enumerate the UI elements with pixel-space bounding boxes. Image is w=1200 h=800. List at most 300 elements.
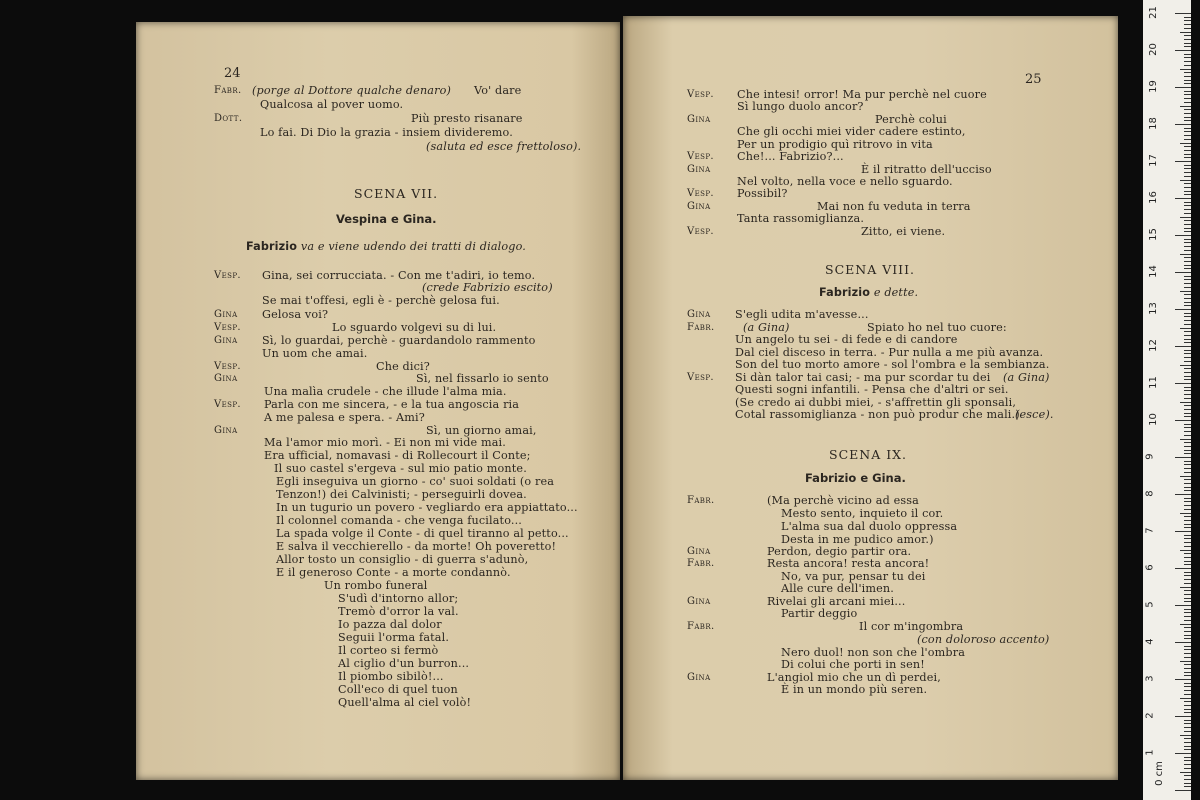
ruler-tick	[1184, 154, 1191, 155]
ruler-tick	[1184, 146, 1191, 147]
dialogue-line: Perdon, degio partir ora.	[767, 545, 912, 558]
ruler-tick	[1184, 398, 1191, 399]
dialogue-line: Seguii l'orma fatal.	[338, 631, 450, 644]
ruler-number: 19	[1147, 80, 1159, 93]
ruler-number: 16	[1147, 191, 1159, 204]
ruler-tick	[1184, 83, 1191, 84]
ruler-tick	[1184, 279, 1191, 280]
ruler-tick	[1184, 472, 1191, 473]
ruler-tick	[1184, 701, 1191, 702]
ruler-number: 17	[1147, 154, 1159, 167]
speaker-label: Gina	[214, 309, 238, 320]
ruler-tick	[1184, 505, 1191, 506]
ruler-tick	[1184, 609, 1191, 610]
dialogue-line: Cotal rassomiglianza - non può produr che mali.)	[735, 408, 1020, 421]
ruler-tick	[1180, 291, 1191, 292]
ruler-tick	[1175, 309, 1191, 310]
ruler-number: 11	[1147, 376, 1159, 389]
scene-characters: Vespina e Gina.	[336, 212, 437, 226]
ruler-tick	[1184, 261, 1191, 262]
speaker-label: Vesp.	[687, 89, 715, 100]
ruler-tick	[1184, 601, 1191, 602]
ruler-tick	[1184, 760, 1191, 761]
ruler-tick	[1184, 287, 1191, 288]
right-page	[623, 16, 1118, 780]
ruler-tick	[1175, 124, 1191, 125]
ruler-tick	[1184, 783, 1191, 784]
dialogue-line: Vo' dare	[474, 84, 522, 97]
dialogue-line: Un angelo tu sei - di fede e di candore	[735, 333, 958, 346]
ruler-tick	[1184, 564, 1191, 565]
ruler-tick	[1184, 490, 1191, 491]
ruler-tick	[1184, 664, 1191, 665]
dialogue-line: Sì, lo guardai, perchè - guardandolo rammento	[262, 334, 536, 347]
ruler-tick	[1184, 209, 1191, 210]
speaker-label: Gina	[214, 373, 238, 384]
ruler-number: 20	[1147, 43, 1159, 56]
ruler-tick	[1184, 631, 1191, 632]
ruler-tick	[1184, 268, 1191, 269]
dialogue-line: Tanta rassomiglianza.	[737, 212, 865, 225]
ruler-number: 12	[1147, 339, 1159, 352]
ruler-tick	[1184, 768, 1191, 769]
ruler-tick	[1180, 254, 1191, 255]
ruler-tick	[1184, 775, 1191, 776]
speaker-label: Fabr.	[687, 558, 715, 569]
dialogue-line: Son del tuo morto amore - sol l'ombra e la sembianza.	[735, 358, 1050, 371]
ruler-number: 21	[1147, 6, 1159, 19]
ruler-tick	[1184, 487, 1191, 488]
ruler-tick	[1184, 594, 1191, 595]
ruler-tick	[1180, 698, 1191, 699]
ruler-label: 0 cm	[1153, 761, 1165, 786]
ruler-tick	[1175, 346, 1191, 347]
speaker-label: Fabr.	[687, 495, 715, 506]
dialogue-line: Dal ciel disceso in terra. - Pur nulla a me più avanza.	[735, 346, 1044, 359]
dialogue-line: S'egli udita m'avesse...	[735, 308, 869, 321]
ruler-tick	[1184, 350, 1191, 351]
ruler-tick	[1184, 113, 1191, 114]
dialogue-line: Che intesi! orror! Ma pur perchè nel cuore	[737, 88, 987, 101]
dialogue-line: Che!... Fabrizio?...	[737, 150, 844, 163]
ruler-tick	[1184, 712, 1191, 713]
ruler-tick	[1184, 205, 1191, 206]
ruler-tick	[1184, 501, 1191, 502]
ruler-tick	[1184, 20, 1191, 21]
dialogue-line: Lo sguardo volgevi su di lui.	[332, 321, 497, 334]
ruler-tick	[1180, 32, 1191, 33]
dialogue-line: Un uom che amai.	[262, 347, 368, 360]
dialogue-line: La spada volge il Conte - di quel tiranno al petto...	[276, 527, 569, 540]
ruler-tick	[1184, 28, 1191, 29]
ruler-tick	[1184, 43, 1191, 44]
ruler-tick	[1175, 716, 1191, 717]
dialogue-line: Il suo castel s'ergeva - sul mio patio monte.	[274, 462, 527, 475]
ruler-tick	[1184, 387, 1191, 388]
dialogue-line: (Ma perchè vicino ad essa	[767, 494, 919, 507]
ruler-tick	[1184, 80, 1191, 81]
dialogue-line: (Se credo ai dubbi miei, - s'affrettin gli sponsali,	[735, 396, 1017, 409]
ruler-tick	[1184, 427, 1191, 428]
ruler-tick	[1184, 165, 1191, 166]
ruler-tick	[1184, 520, 1191, 521]
ruler-tick	[1184, 413, 1191, 414]
ruler-tick	[1184, 224, 1191, 225]
ruler-tick	[1184, 561, 1191, 562]
ruler-tick	[1175, 235, 1191, 236]
ruler-tick	[1184, 46, 1191, 47]
ruler-tick	[1184, 468, 1191, 469]
dialogue-line: (a Gina)	[1003, 371, 1050, 384]
ruler-tick	[1184, 72, 1191, 73]
speaker-label: Vesp.	[687, 226, 715, 237]
page-number: 24	[224, 66, 241, 81]
ruler-tick	[1175, 457, 1191, 458]
ruler-tick	[1180, 476, 1191, 477]
ruler-tick	[1184, 183, 1191, 184]
ruler-tick	[1184, 176, 1191, 177]
ruler-tick	[1184, 579, 1191, 580]
scene-heading: SCENA VII.	[354, 186, 439, 201]
speaker-label: Gina	[687, 596, 711, 607]
ruler-tick	[1180, 772, 1191, 773]
ruler-number: 3	[1144, 675, 1156, 682]
dialogue-line: Alle cure dell'imen.	[781, 582, 894, 595]
ruler-tick	[1175, 753, 1191, 754]
ruler-tick	[1184, 638, 1191, 639]
ruler-tick	[1184, 690, 1191, 691]
page-number: 25	[1025, 72, 1042, 87]
ruler-tick	[1184, 265, 1191, 266]
dialogue-line: Io pazza dal dolor	[338, 618, 442, 631]
ruler-tick	[1184, 450, 1191, 451]
ruler-tick	[1184, 246, 1191, 247]
ruler-tick	[1175, 790, 1191, 791]
ruler-tick	[1180, 587, 1191, 588]
dialogue-line: Qualcosa al pover uomo.	[260, 98, 404, 111]
ruler-tick	[1184, 102, 1191, 103]
ruler-tick	[1184, 76, 1191, 77]
ruler-tick	[1184, 65, 1191, 66]
ruler-tick	[1184, 117, 1191, 118]
dialogue-line: Gelosa voi?	[262, 308, 329, 321]
dialogue-line: Possibil?	[737, 187, 788, 200]
ruler-tick	[1184, 339, 1191, 340]
ruler-tick	[1184, 746, 1191, 747]
ruler-tick	[1184, 324, 1191, 325]
dialogue-line: Coll'eco di quel tuon	[338, 683, 458, 696]
ruler-tick	[1184, 635, 1191, 636]
ruler-tick	[1184, 461, 1191, 462]
ruler-tick	[1184, 128, 1191, 129]
dialogue-line: (a Gina)	[743, 321, 790, 334]
dialogue-line: (saluta ed esce frettoloso).	[426, 140, 582, 153]
ruler-number: 13	[1147, 302, 1159, 315]
ruler-tick	[1175, 383, 1191, 384]
ruler-tick	[1180, 513, 1191, 514]
speaker-label: Gina	[687, 672, 711, 683]
ruler-tick	[1184, 516, 1191, 517]
ruler-tick	[1184, 479, 1191, 480]
dialogue-line: L'alma sua dal duolo oppressa	[781, 520, 958, 533]
ruler-tick	[1184, 120, 1191, 121]
dialogue-line: Il piombo sibilò!...	[338, 670, 444, 683]
ruler-tick	[1184, 220, 1191, 221]
ruler-tick	[1180, 328, 1191, 329]
ruler-tick	[1175, 494, 1191, 495]
ruler-number: 8	[1144, 490, 1156, 497]
ruler-tick	[1184, 553, 1191, 554]
ruler-tick	[1175, 13, 1191, 14]
speaker-label: Vesp.	[687, 188, 715, 199]
dialogue-line: Il corteo si fermò	[338, 644, 439, 657]
dialogue-line: Mesto sento, inquieto il cor.	[781, 507, 944, 520]
ruler-tick	[1184, 620, 1191, 621]
ruler-tick	[1184, 24, 1191, 25]
ruler-tick	[1184, 764, 1191, 765]
ruler-tick	[1184, 598, 1191, 599]
ruler-tick	[1175, 531, 1191, 532]
speaker-label: Gina	[687, 309, 711, 320]
speaker-label: Dott.	[214, 113, 243, 124]
ruler-number: 14	[1147, 265, 1159, 278]
stage-direction	[246, 240, 526, 253]
ruler-tick	[1184, 649, 1191, 650]
ruler-tick	[1175, 420, 1191, 421]
ruler-tick	[1184, 527, 1191, 528]
dialogue-line: Nel volto, nella voce e nello sguardo.	[737, 175, 953, 188]
ruler-tick	[1184, 590, 1191, 591]
dialogue-line: Spiato ho nel tuo cuore:	[867, 321, 1007, 334]
ruler-tick	[1184, 683, 1191, 684]
speaker-label: Gina	[214, 335, 238, 346]
dialogue-line: Rivelai gli arcani miei...	[767, 595, 906, 608]
left-page	[136, 22, 620, 780]
ruler-tick	[1184, 464, 1191, 465]
ruler-tick	[1180, 661, 1191, 662]
dialogue-line: Mai non fu veduta in terra	[817, 200, 971, 213]
ruler-tick	[1184, 483, 1191, 484]
ruler-tick	[1184, 616, 1191, 617]
ruler-tick	[1184, 302, 1191, 303]
ruler-tick	[1184, 94, 1191, 95]
dialogue-line: Il cor m'ingombra	[859, 620, 964, 633]
ruler-tick	[1180, 365, 1191, 366]
speaker-label: Vesp.	[687, 372, 715, 383]
dialogue-line: In un tugurio un povero - vegliardo era appiattato...	[276, 501, 578, 514]
ruler-number: 15	[1147, 228, 1159, 241]
ruler-tick	[1180, 69, 1191, 70]
ruler-tick	[1184, 538, 1191, 539]
ruler-tick	[1184, 786, 1191, 787]
ruler-tick	[1180, 624, 1191, 625]
ruler-number: 6	[1144, 564, 1156, 571]
ruler-tick	[1184, 368, 1191, 369]
ruler-tick	[1184, 202, 1191, 203]
dialogue-line: Quell'alma al ciel volò!	[338, 696, 472, 709]
ruler-tick	[1184, 431, 1191, 432]
speaker-label: Gina	[687, 201, 711, 212]
ruler-tick	[1184, 720, 1191, 721]
speaker-label: Gina	[214, 425, 238, 436]
stage-direction-name: Fabrizio	[246, 240, 298, 253]
ruler-tick	[1184, 294, 1191, 295]
dialogue-line: Tremò d'orror la val.	[338, 605, 459, 618]
ruler-tick	[1184, 213, 1191, 214]
dialogue-line: Lo fai. Di Dio la grazia - insiem divideremo.	[260, 126, 513, 139]
ruler-tick	[1184, 572, 1191, 573]
speaker-label: Vesp.	[214, 322, 242, 333]
ruler-tick	[1184, 612, 1191, 613]
ruler-tick	[1184, 228, 1191, 229]
ruler-tick	[1184, 250, 1191, 251]
ruler-tick	[1184, 172, 1191, 173]
dialogue-line: A me palesa e spera. - Ami?	[264, 411, 425, 424]
ruler-tick	[1184, 335, 1191, 336]
dialogue-line: E salva il vecchierello - da morte! Oh poveretto!	[276, 540, 557, 553]
dialogue-line: Nero duol! non son che l'ombra	[781, 646, 966, 659]
ruler-tick	[1184, 583, 1191, 584]
stage-aside: (crede Fabrizio escito)	[422, 281, 553, 294]
dialogue-line: Perchè colui	[875, 113, 947, 126]
dialogue-line: Allor tosto un consiglio - di guerra s'adunò,	[276, 553, 529, 566]
ruler-tick	[1184, 672, 1191, 673]
ruler-tick	[1184, 498, 1191, 499]
ruler-tick	[1184, 405, 1191, 406]
ruler-tick	[1184, 191, 1191, 192]
dialogue-line: Partir deggio	[781, 607, 858, 620]
ruler-tick	[1184, 331, 1191, 332]
speaker-label: Fabr.	[687, 621, 715, 632]
ruler-tick	[1184, 316, 1191, 317]
ruler-number: 18	[1147, 117, 1159, 130]
speaker-label: Vesp.	[214, 270, 242, 281]
ruler-tick	[1184, 57, 1191, 58]
speaker-label: Vesp.	[214, 361, 242, 372]
ruler-tick	[1184, 313, 1191, 314]
dialogue-line: No, va pur, pensar tu dei	[781, 570, 926, 583]
ruler-tick	[1184, 453, 1191, 454]
ruler-tick	[1184, 187, 1191, 188]
character-name: Fabrizio	[819, 286, 871, 299]
ruler-tick	[1184, 509, 1191, 510]
ruler-tick	[1184, 131, 1191, 132]
ruler-tick	[1184, 779, 1191, 780]
ruler-tick	[1184, 675, 1191, 676]
ruler-tick	[1184, 557, 1191, 558]
ruler-tick	[1175, 605, 1191, 606]
ruler-tick	[1184, 379, 1191, 380]
ruler-tick	[1184, 61, 1191, 62]
ruler-tick	[1184, 320, 1191, 321]
scene-heading: SCENA VIII.	[825, 262, 916, 277]
ruler-tick	[1180, 217, 1191, 218]
ruler-tick	[1184, 157, 1191, 158]
dialogue-line: (porge al Dottore qualche denaro)	[252, 84, 452, 97]
dialogue-line: Un rombo funeral	[324, 579, 428, 592]
dialogue-line: Sì lungo duolo ancor?	[737, 100, 864, 113]
dialogue-line: Di colui che porti in sen!	[781, 658, 925, 671]
dialogue-line: Egli inseguiva un giorno - co' suoi soldati (o rea	[276, 475, 555, 488]
dialogue-line: Si dàn talor tai casi; - ma pur scordar tu dei	[735, 371, 991, 384]
ruler-number: 5	[1144, 601, 1156, 608]
ruler-tick	[1180, 550, 1191, 551]
ruler-tick	[1184, 35, 1191, 36]
ruler-tick	[1184, 194, 1191, 195]
speaker-label: Vesp.	[214, 399, 242, 410]
dialogue-line: (con doloroso accento)	[917, 633, 1050, 646]
dialogue-line: Ma l'amor mio morì. - Ei non mi vide mai.	[264, 436, 506, 449]
speaker-label: Gina	[687, 546, 711, 557]
ruler-tick	[1184, 668, 1191, 669]
ruler-tick	[1175, 161, 1191, 162]
character-rest: e dette.	[873, 286, 919, 299]
ruler-tick	[1180, 735, 1191, 736]
ruler-tick	[1184, 276, 1191, 277]
dialogue-line: Più presto risanare	[411, 112, 523, 125]
dialogue-line: Parla con me sincera, - e la tua angoscia ria	[264, 398, 520, 411]
dialogue-line: Desta in me pudico amor.)	[781, 533, 934, 546]
dialogue-line: Per un prodigio quì ritrovo in vita	[737, 138, 933, 151]
ruler-tick	[1184, 742, 1191, 743]
dialogue-line: Che gli occhi miei vider cadere estinto,	[737, 125, 966, 138]
dialogue-line: Una malìa crudele - che illude l'alma mia.	[264, 385, 507, 398]
ruler-tick	[1184, 546, 1191, 547]
ruler-tick	[1184, 168, 1191, 169]
ruler-tick	[1180, 402, 1191, 403]
ruler-tick	[1184, 357, 1191, 358]
ruler-tick	[1184, 694, 1191, 695]
dialogue-line: Resta ancora! resta ancora!	[767, 557, 930, 570]
ruler-number: 9	[1144, 453, 1156, 460]
ruler-tick	[1184, 390, 1191, 391]
ruler-tick	[1184, 727, 1191, 728]
dialogue-line: Era ufficial, nomavasi - di Rollecourt il Conte;	[264, 449, 531, 462]
dialogue-line: Sì, nel fissarlo io sento	[416, 372, 549, 385]
dialogue-line: Il colonnel comanda - che venga fucilato...	[276, 514, 523, 527]
ruler-tick	[1184, 231, 1191, 232]
ruler-tick	[1184, 705, 1191, 706]
ruler-tick	[1184, 361, 1191, 362]
ruler-number: 1	[1144, 749, 1156, 756]
ruler-tick	[1184, 575, 1191, 576]
ruler-tick	[1184, 353, 1191, 354]
dialogue-line: Tenzon!) dei Calvinisti; - perseguirli dovea.	[276, 488, 527, 501]
dialogue-line: Questi sogni infantili. - Pensa che d'altri or sei.	[735, 383, 1009, 396]
scene-heading: SCENA IX.	[829, 447, 908, 462]
dialogue-line: Al ciglio d'un burron...	[338, 657, 470, 670]
dialogue-line: Gina, sei corrucciata. - Con me t'adiri, io temo.	[262, 269, 536, 282]
dialogue-line: È in un mondo più seren.	[781, 683, 928, 696]
speaker-label: Gina	[687, 114, 711, 125]
ruler-tick	[1184, 54, 1191, 55]
ruler-tick	[1184, 646, 1191, 647]
ruler-tick	[1184, 39, 1191, 40]
ruler-tick	[1184, 98, 1191, 99]
speaker-label: Vesp.	[687, 151, 715, 162]
ruler-tick	[1184, 376, 1191, 377]
ruler-tick	[1184, 535, 1191, 536]
ruler-tick	[1184, 17, 1191, 18]
ruler-tick	[1184, 435, 1191, 436]
measurement-ruler	[1143, 0, 1191, 800]
dialogue-line: E il generoso Conte - a morte condannò.	[276, 566, 511, 579]
ruler-tick	[1184, 749, 1191, 750]
ruler-number: 10	[1147, 413, 1159, 426]
dialogue-line: Se mai t'offesi, egli è - perchè gelosa fui.	[262, 294, 500, 307]
ruler-number: 2	[1144, 712, 1156, 719]
ruler-tick	[1180, 106, 1191, 107]
